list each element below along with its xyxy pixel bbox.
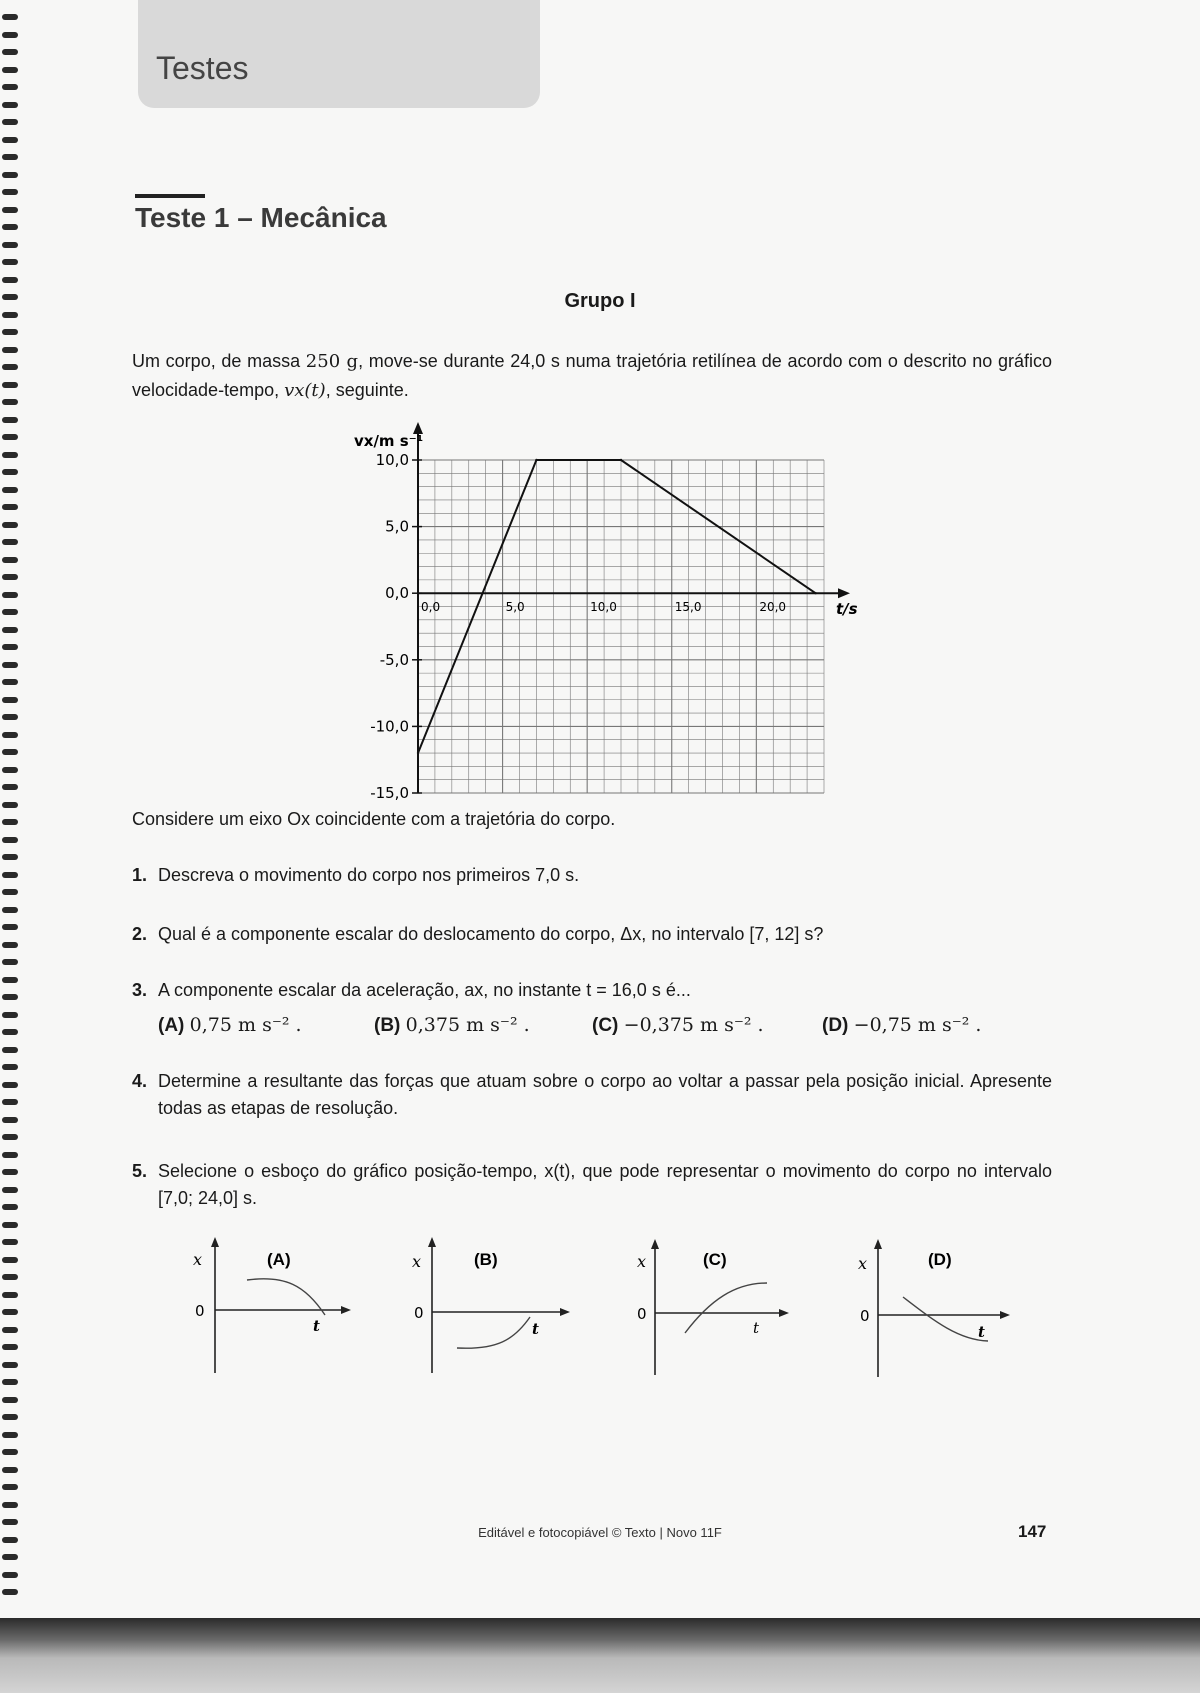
sketch-y-label: x [858, 1254, 868, 1273]
sketch-c[interactable] [625, 1235, 805, 1375]
question-4 [132, 1068, 1052, 1122]
binding-ring [2, 802, 18, 808]
binding-ring [2, 644, 18, 650]
binding-ring [2, 732, 18, 738]
binding-ring [2, 942, 18, 948]
y-tick-label: -5,0 [379, 650, 409, 669]
binding-ring [2, 14, 18, 20]
binding-ring [2, 1274, 18, 1280]
question-number: 2. [132, 924, 148, 944]
question-text: Qual é a componente escalar do deslocamento do corpo, Δx, no intervalo [7, 12] s? [158, 924, 824, 944]
binding-ring [2, 1484, 18, 1490]
binding-ring [2, 1379, 18, 1385]
binding-ring [2, 1292, 18, 1298]
binding-ring [2, 242, 18, 248]
sketch-b[interactable] [402, 1235, 582, 1375]
binding-ring [2, 959, 18, 965]
sketch-y-label: x [637, 1252, 647, 1271]
option-value: 0,375 m s⁻² . [405, 1014, 530, 1036]
binding-ring [2, 924, 18, 930]
binding-ring [2, 907, 18, 913]
question-number: 5. [132, 1161, 148, 1181]
binding-ring [2, 224, 18, 230]
question-1 [132, 862, 1052, 889]
binding-ring [2, 1064, 18, 1070]
binding-ring [2, 1554, 18, 1560]
binding-ring [2, 714, 18, 720]
binding-ring [2, 1029, 18, 1035]
option-letter: (D) [822, 1015, 849, 1036]
binding-ring [2, 1589, 18, 1595]
binding-ring [2, 767, 18, 773]
binding-ring [2, 382, 18, 388]
binding-ring [2, 1397, 18, 1403]
binding-ring [2, 364, 18, 370]
binding-ring [2, 1204, 18, 1210]
binding-ring [2, 1344, 18, 1350]
binding-ring [2, 102, 18, 108]
velocity-data-point [620, 459, 622, 461]
binding-ring [2, 609, 18, 615]
binding-ring [2, 1467, 18, 1473]
option-letter: (A) [158, 1015, 185, 1036]
binding-ring [2, 1169, 18, 1175]
intro-text-2: , move-se durante [358, 351, 511, 371]
intro-function: vx(t) [284, 380, 326, 401]
sketch-x-label: t [753, 1319, 760, 1337]
section-header-label: Testes [156, 50, 249, 86]
question-text: Selecione o esboço do gráfico posição-tempo, x(t), que pode representar o movimento do corpo no intervalo [7,0; 24,0] s. [158, 1161, 1052, 1208]
binding-ring [2, 539, 18, 545]
question-number: 1. [132, 865, 148, 885]
option-c[interactable] [592, 1014, 764, 1037]
x-axis-arrow [838, 588, 850, 598]
sketch-origin-label: 0 [860, 1307, 870, 1325]
option-value: 0,75 m s⁻² . [189, 1014, 302, 1036]
option-d[interactable] [822, 1014, 981, 1037]
binding-ring [2, 1502, 18, 1508]
binding-ring [2, 259, 18, 265]
binding-ring [2, 697, 18, 703]
sketch-a[interactable] [185, 1235, 365, 1375]
footer-text: Editável e fotocopiável © Texto | Novo 11F [478, 1525, 722, 1540]
binding-ring [2, 872, 18, 878]
binding-ring [2, 977, 18, 983]
binding-ring [2, 417, 18, 423]
binding-ring [2, 854, 18, 860]
question-2 [132, 921, 1052, 948]
binding-ring [2, 434, 18, 440]
sketch-letter: (C) [703, 1250, 727, 1269]
binding-ring [2, 207, 18, 213]
intro-text-1: Um corpo, de massa [132, 351, 306, 371]
binding-ring [2, 67, 18, 73]
option-b[interactable] [374, 1014, 530, 1037]
binding-ring [2, 557, 18, 563]
binding-ring [2, 662, 18, 668]
sketch-x-label: t [313, 1317, 320, 1335]
page-number: 147 [1018, 1522, 1047, 1541]
sketch-x-label: t [532, 1320, 539, 1338]
velocity-data-point [814, 592, 816, 594]
binding-ring [2, 1082, 18, 1088]
y-tick-label: 5,0 [385, 517, 409, 536]
y-tick-label: -15,0 [370, 784, 409, 802]
intro-text-4: , seguinte. [325, 380, 409, 400]
y-axis-label: vx/m s⁻¹ [354, 432, 424, 450]
sketch-y-label: x [412, 1252, 422, 1271]
binding-ring [2, 749, 18, 755]
binding-ring [2, 1047, 18, 1053]
binding-ring [2, 837, 18, 843]
binding-ring [2, 889, 18, 895]
question-number: 3. [132, 980, 148, 1000]
option-letter: (B) [374, 1015, 401, 1036]
binding-ring [2, 1134, 18, 1140]
binding-ring [2, 504, 18, 510]
x-tick-label: 20,0 [759, 600, 787, 615]
group-title: Grupo I [564, 290, 636, 312]
binding-ring [2, 1362, 18, 1368]
velocity-data-point [535, 459, 537, 461]
binding-ring [2, 1239, 18, 1245]
intro-mass: 250 g [305, 351, 359, 372]
title-rule [135, 194, 205, 198]
x-tick-label: 10,0 [590, 600, 617, 615]
binding-ring [2, 137, 18, 143]
y-tick-label: -10,0 [370, 717, 409, 736]
sketch-letter: (D) [928, 1250, 952, 1269]
binding-ring [2, 627, 18, 633]
section-header-tab [138, 0, 540, 108]
binding-ring [2, 277, 18, 283]
sketch-letter: (B) [474, 1250, 498, 1269]
question-5 [132, 1158, 1052, 1212]
velocity-time-chart [330, 415, 858, 802]
binding-ring [2, 189, 18, 195]
binding-ring [2, 1187, 18, 1193]
spiral-binding [0, 0, 26, 1620]
binding-ring [2, 1309, 18, 1315]
intro-duration: 24,0 s [510, 351, 560, 371]
sketch-origin-label: 0 [414, 1304, 424, 1322]
binding-ring [2, 49, 18, 55]
option-value: −0,75 m s⁻² . [853, 1014, 982, 1036]
sketch-origin-label: 0 [195, 1302, 205, 1320]
y-tick-label: 10,0 [375, 451, 409, 469]
binding-ring [2, 469, 18, 475]
binding-ring [2, 1572, 18, 1578]
binding-ring [2, 574, 18, 580]
test-title: Teste 1 – Mecânica [135, 202, 387, 233]
binding-ring [2, 84, 18, 90]
binding-ring [2, 1449, 18, 1455]
binding-ring [2, 819, 18, 825]
option-value: −0,375 m s⁻² . [623, 1014, 764, 1036]
sketch-origin-label: 0 [637, 1305, 647, 1323]
binding-ring [2, 1117, 18, 1123]
intro-text-3: numa trajetória retilínea de acordo com o descrito no gráfico velocidade-tempo, [132, 351, 1052, 400]
x-tick-label: 0,0 [421, 600, 441, 615]
binding-ring [2, 1152, 18, 1158]
question-text: A componente escalar da aceleração, ax, no instante t = 16,0 s é... [158, 980, 691, 1000]
question-text: Determine a resultante das forças que atuam sobre o corpo ao voltar a passar pela posição inicial. Apresente todas as etapas de resolução. [158, 1071, 1052, 1118]
binding-ring [2, 32, 18, 38]
x-tick-label: 5,0 [505, 600, 525, 615]
binding-ring [2, 154, 18, 160]
binding-ring [2, 399, 18, 405]
binding-ring [2, 1414, 18, 1420]
binding-ring [2, 1327, 18, 1333]
velocity-data-point [417, 752, 419, 754]
binding-ring [2, 1099, 18, 1105]
page-bottom-shadow [0, 1618, 1200, 1693]
x-axis-label: t/s [836, 600, 858, 619]
binding-ring [2, 487, 18, 493]
binding-ring [2, 592, 18, 598]
binding-ring [2, 1012, 18, 1018]
intro-paragraph [132, 347, 1052, 405]
binding-ring [2, 347, 18, 353]
binding-ring [2, 784, 18, 790]
question-3 [132, 977, 1052, 1004]
sketch-x-label: t [978, 1323, 985, 1341]
binding-ring [2, 1257, 18, 1263]
binding-ring [2, 679, 18, 685]
sketch-d[interactable] [848, 1235, 1028, 1375]
binding-ring [2, 994, 18, 1000]
x-tick-label: 15,0 [674, 600, 702, 615]
binding-ring [2, 522, 18, 528]
option-a[interactable] [158, 1014, 302, 1037]
binding-ring [2, 119, 18, 125]
binding-ring [2, 1222, 18, 1228]
sketch-letter: (A) [267, 1250, 291, 1269]
consider-text: Considere um eixo Ox coincidente com a trajetória do corpo. [132, 809, 616, 829]
binding-ring [2, 1432, 18, 1438]
binding-ring [2, 452, 18, 458]
question-text: Descreva o movimento do corpo nos primeiros 7,0 s. [158, 865, 580, 885]
binding-ring [2, 329, 18, 335]
option-letter: (C) [592, 1015, 619, 1036]
y-tick-label: 0,0 [385, 584, 409, 603]
binding-ring [2, 172, 18, 178]
sketch-y-label: x [193, 1250, 203, 1269]
question-number: 4. [132, 1071, 148, 1091]
